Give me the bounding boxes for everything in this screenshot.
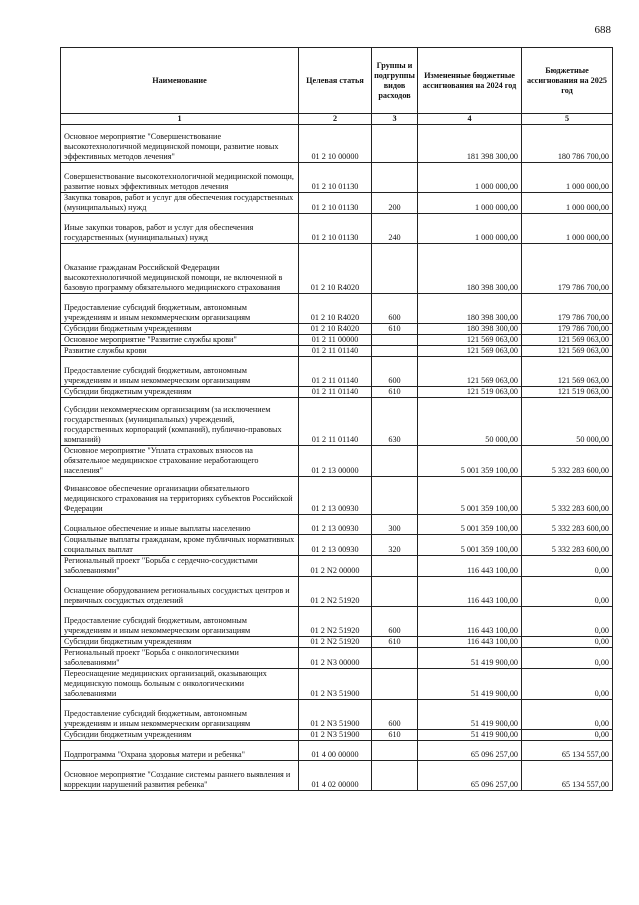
table-row <box>61 324 613 335</box>
row-amount-2025: 65 134 557,00 <box>522 741 613 761</box>
table-row <box>61 193 613 214</box>
row-expense-group <box>372 335 418 346</box>
table-row <box>61 730 613 741</box>
row-name: Переоснащение медицинских организаций, оказывающих медицинскую помощь больным с онкологическими заболеваниями <box>61 669 299 700</box>
row-amount-2025: 0,00 <box>522 730 613 741</box>
budget-table <box>60 47 613 791</box>
row-name: Закупка товаров, работ и услуг для обеспечения государственных (муниципальных) нужд <box>61 193 299 214</box>
row-target-article: 01 2 13 00930 <box>299 535 372 556</box>
row-expense-group: 300 <box>372 515 418 535</box>
row-target-article: 01 2 N2 51920 <box>299 607 372 637</box>
table-row <box>61 761 613 791</box>
table-row <box>61 387 613 398</box>
column-number: 3 <box>372 114 418 125</box>
row-name: Основное мероприятие "Совершенствование высокотехнологичной медицинской помощи, развитие новых эффективных методов лечения" <box>61 125 299 163</box>
row-expense-group: 610 <box>372 730 418 741</box>
row-target-article: 01 2 N3 51900 <box>299 730 372 741</box>
row-target-article: 01 2 N3 51900 <box>299 700 372 730</box>
row-amount-2025: 0,00 <box>522 607 613 637</box>
row-amount-2025: 1 000 000,00 <box>522 214 613 244</box>
row-expense-group: 240 <box>372 214 418 244</box>
row-amount-2025: 179 786 700,00 <box>522 294 613 324</box>
row-amount-2024: 65 096 257,00 <box>418 741 522 761</box>
row-amount-2025: 121 519 063,00 <box>522 387 613 398</box>
table-row <box>61 607 613 637</box>
row-expense-group: 610 <box>372 637 418 648</box>
row-target-article: 01 2 N3 51900 <box>299 669 372 700</box>
row-amount-2025: 0,00 <box>522 577 613 607</box>
row-amount-2024: 5 001 359 100,00 <box>418 446 522 477</box>
row-target-article: 01 2 13 00000 <box>299 446 372 477</box>
row-target-article: 01 2 N2 51920 <box>299 637 372 648</box>
row-amount-2024: 121 569 063,00 <box>418 335 522 346</box>
row-amount-2024: 121 519 063,00 <box>418 387 522 398</box>
row-amount-2025: 121 569 063,00 <box>522 346 613 357</box>
row-name: Субсидии некоммерческим организациям (за исключением государственных (муниципальных) учреждений, государственных корпораций (компаний), публично-правовых компаний) <box>61 398 299 446</box>
row-amount-2024: 1 000 000,00 <box>418 214 522 244</box>
row-amount-2025: 179 786 700,00 <box>522 324 613 335</box>
row-expense-group: 600 <box>372 607 418 637</box>
header-expense-groups: Группы и подгруппы видов расходов <box>372 48 418 114</box>
header-name: Наименование <box>61 48 299 114</box>
row-target-article: 01 4 00 00000 <box>299 741 372 761</box>
row-name: Предоставление субсидий бюджетным, автономным учреждениям и иным некоммерческим организациям <box>61 700 299 730</box>
row-expense-group <box>372 669 418 700</box>
row-name: Региональный проект "Борьба с онкологическими заболеваниями" <box>61 648 299 669</box>
row-amount-2025: 5 332 283 600,00 <box>522 446 613 477</box>
table-row <box>61 125 613 163</box>
row-name: Социальное обеспечение и иные выплаты населению <box>61 515 299 535</box>
row-target-article: 01 2 13 00930 <box>299 477 372 515</box>
row-name: Субсидии бюджетным учреждениям <box>61 324 299 335</box>
row-expense-group <box>372 163 418 193</box>
table-row <box>61 515 613 535</box>
row-amount-2024: 180 398 300,00 <box>418 324 522 335</box>
table-row <box>61 294 613 324</box>
row-target-article: 01 2 11 01140 <box>299 387 372 398</box>
table-row <box>61 577 613 607</box>
row-amount-2024: 121 569 063,00 <box>418 346 522 357</box>
column-number-row <box>61 114 613 125</box>
row-expense-group: 610 <box>372 387 418 398</box>
table-row <box>61 244 613 294</box>
column-number: 4 <box>418 114 522 125</box>
row-amount-2024: 181 398 300,00 <box>418 125 522 163</box>
row-name: Финансовое обеспечение организации обязательного медицинского страхования на территориях субъектов Российской Федерации <box>61 477 299 515</box>
row-amount-2025: 65 134 557,00 <box>522 761 613 791</box>
row-amount-2025: 5 332 283 600,00 <box>522 535 613 556</box>
row-amount-2024: 121 569 063,00 <box>418 357 522 387</box>
row-amount-2024: 5 001 359 100,00 <box>418 477 522 515</box>
row-amount-2024: 116 443 100,00 <box>418 607 522 637</box>
row-amount-2025: 0,00 <box>522 669 613 700</box>
row-amount-2025: 50 000,00 <box>522 398 613 446</box>
row-expense-group: 320 <box>372 535 418 556</box>
row-target-article: 01 2 11 00000 <box>299 335 372 346</box>
row-target-article: 01 2 10 01130 <box>299 214 372 244</box>
row-amount-2024: 65 096 257,00 <box>418 761 522 791</box>
table-row <box>61 700 613 730</box>
row-expense-group: 600 <box>372 700 418 730</box>
header-budget-2025: Бюджетные ассигнования на 2025 год <box>522 48 613 114</box>
row-amount-2025: 121 569 063,00 <box>522 357 613 387</box>
row-target-article: 01 4 02 00000 <box>299 761 372 791</box>
row-amount-2024: 51 419 900,00 <box>418 648 522 669</box>
table-row <box>61 163 613 193</box>
row-expense-group: 200 <box>372 193 418 214</box>
column-number: 2 <box>299 114 372 125</box>
row-target-article: 01 2 10 01130 <box>299 163 372 193</box>
table-row <box>61 346 613 357</box>
row-expense-group <box>372 648 418 669</box>
row-amount-2024: 51 419 900,00 <box>418 669 522 700</box>
row-amount-2024: 116 443 100,00 <box>418 556 522 577</box>
table-row <box>61 357 613 387</box>
row-name: Предоставление субсидий бюджетным, автономным учреждениям и иным некоммерческим организациям <box>61 294 299 324</box>
row-target-article: 01 2 10 R4020 <box>299 244 372 294</box>
header-changed-2024: Измененные бюджетные ассигнования на 2024 год <box>418 48 522 114</box>
row-expense-group <box>372 761 418 791</box>
row-target-article: 01 2 11 01140 <box>299 346 372 357</box>
table-row <box>61 648 613 669</box>
page-number: 688 <box>594 24 611 36</box>
row-name: Иные закупки товаров, работ и услуг для обеспечения государственных (муниципальных) нужд <box>61 214 299 244</box>
row-amount-2024: 50 000,00 <box>418 398 522 446</box>
row-amount-2025: 5 332 283 600,00 <box>522 477 613 515</box>
row-name: Оказание гражданам Российской Федерации высокотехнологичной медицинской помощи, не включенной в базовую программу обязательного медицинского страхования <box>61 244 299 294</box>
row-name: Основное мероприятие "Создание системы раннего выявления и коррекции нарушений развития ребенка" <box>61 761 299 791</box>
row-target-article: 01 2 13 00930 <box>299 515 372 535</box>
table-row <box>61 446 613 477</box>
row-amount-2025: 121 569 063,00 <box>522 335 613 346</box>
row-name: Основное мероприятие "Уплата страховых взносов на обязательное медицинское страхование неработающего населения" <box>61 446 299 477</box>
row-amount-2024: 51 419 900,00 <box>418 730 522 741</box>
row-name: Развитие службы крови <box>61 346 299 357</box>
row-amount-2025: 180 786 700,00 <box>522 125 613 163</box>
row-amount-2024: 51 419 900,00 <box>418 700 522 730</box>
table-row <box>61 477 613 515</box>
row-expense-group <box>372 446 418 477</box>
row-amount-2025: 0,00 <box>522 637 613 648</box>
table-row <box>61 637 613 648</box>
row-amount-2025: 0,00 <box>522 556 613 577</box>
row-name: Совершенствование высокотехнологичной медицинской помощи, развитие новых эффективных методов лечения <box>61 163 299 193</box>
row-target-article: 01 2 N2 00000 <box>299 556 372 577</box>
table-row <box>61 556 613 577</box>
row-expense-group <box>372 244 418 294</box>
row-target-article: 01 2 N2 51920 <box>299 577 372 607</box>
row-amount-2024: 180 398 300,00 <box>418 244 522 294</box>
row-name: Социальные выплаты гражданам, кроме публичных нормативных социальных выплат <box>61 535 299 556</box>
header-target-article: Целевая статья <box>299 48 372 114</box>
row-name: Оснащение оборудованием региональных сосудистых центров и первичных сосудистых отделений <box>61 577 299 607</box>
row-expense-group <box>372 741 418 761</box>
row-name: Субсидии бюджетным учреждениям <box>61 387 299 398</box>
row-target-article: 01 2 10 00000 <box>299 125 372 163</box>
table-row <box>61 214 613 244</box>
row-amount-2024: 5 001 359 100,00 <box>418 515 522 535</box>
row-name: Основное мероприятие "Развитие службы крови" <box>61 335 299 346</box>
row-target-article: 01 2 N3 00000 <box>299 648 372 669</box>
row-amount-2024: 5 001 359 100,00 <box>418 535 522 556</box>
row-expense-group <box>372 477 418 515</box>
table-row <box>61 535 613 556</box>
row-name: Субсидии бюджетным учреждениям <box>61 730 299 741</box>
row-expense-group: 610 <box>372 324 418 335</box>
row-name: Подпрограмма "Охрана здоровья матери и ребенка" <box>61 741 299 761</box>
row-amount-2024: 116 443 100,00 <box>418 577 522 607</box>
table-row <box>61 669 613 700</box>
row-target-article: 01 2 11 01140 <box>299 357 372 387</box>
row-name: Региональный проект "Борьба с сердечно-сосудистыми заболеваниями" <box>61 556 299 577</box>
row-amount-2024: 1 000 000,00 <box>418 193 522 214</box>
row-target-article: 01 2 10 R4020 <box>299 324 372 335</box>
column-number: 5 <box>522 114 613 125</box>
row-amount-2024: 116 443 100,00 <box>418 637 522 648</box>
row-amount-2024: 180 398 300,00 <box>418 294 522 324</box>
row-expense-group <box>372 577 418 607</box>
table-header-row <box>61 48 613 114</box>
table-row <box>61 741 613 761</box>
row-target-article: 01 2 10 R4020 <box>299 294 372 324</box>
row-amount-2025: 179 786 700,00 <box>522 244 613 294</box>
row-amount-2024: 1 000 000,00 <box>418 163 522 193</box>
row-target-article: 01 2 11 01140 <box>299 398 372 446</box>
row-expense-group: 600 <box>372 357 418 387</box>
row-expense-group: 600 <box>372 294 418 324</box>
row-target-article: 01 2 10 01130 <box>299 193 372 214</box>
row-amount-2025: 1 000 000,00 <box>522 193 613 214</box>
column-number: 1 <box>61 114 299 125</box>
row-name: Предоставление субсидий бюджетным, автономным учреждениям и иным некоммерческим организациям <box>61 607 299 637</box>
row-name: Предоставление субсидий бюджетным, автономным учреждениям и иным некоммерческим организациям <box>61 357 299 387</box>
row-expense-group: 630 <box>372 398 418 446</box>
row-amount-2025: 1 000 000,00 <box>522 163 613 193</box>
row-expense-group <box>372 125 418 163</box>
table-row <box>61 335 613 346</box>
row-name: Субсидии бюджетным учреждениям <box>61 637 299 648</box>
table-row <box>61 398 613 446</box>
row-amount-2025: 0,00 <box>522 700 613 730</box>
row-expense-group <box>372 346 418 357</box>
row-amount-2025: 5 332 283 600,00 <box>522 515 613 535</box>
row-expense-group <box>372 556 418 577</box>
row-amount-2025: 0,00 <box>522 648 613 669</box>
